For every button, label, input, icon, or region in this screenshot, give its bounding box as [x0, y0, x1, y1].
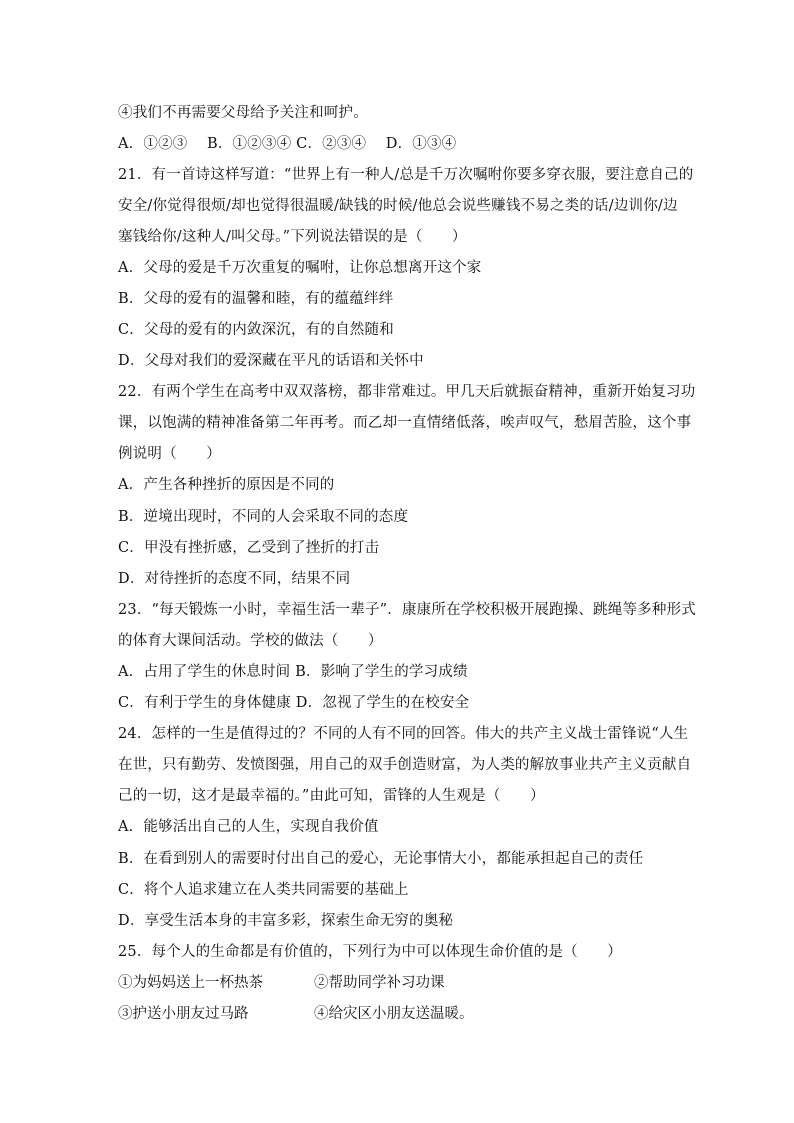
q23-choices-ab: A．占用了学生的休息时间 B．影响了学生的学习成绩: [118, 664, 468, 680]
q25-option-4: ④给灾区小朋友送温暖。: [314, 1006, 474, 1022]
q22-choice-a: A．产生各种挫折的原因是不同的: [118, 477, 335, 493]
q23-stem-line-1: 23．“每天锻炼一小时，幸福生活一辈子”．康康所在学校积极开展跑操、跳绳等多种形式: [118, 602, 696, 618]
q23-choices-cd: C．有利于学生的身体健康 D．忽视了学生的在校安全: [118, 695, 470, 711]
q21-choice-b: B．父母的爱有的温馨和睦，有的蕴蕴绊绊: [118, 291, 394, 307]
q24-choice-c: C．将个人追求建立在人类共同需要的基础上: [118, 882, 409, 898]
q25-option-3: ③护送小朋友过马路: [118, 1006, 249, 1022]
q24-stem-line-3: 己的一切，这才是最幸福的。”由此可知，雷锋的人生观是（ ）: [118, 788, 545, 804]
q24-choice-b: B．在看到别人的需要时付出自己的爱心，无论事情大小，都能承担起自己的责任: [118, 851, 644, 867]
q21-choice-d: D．父母对我们的爱深藏在平凡的话语和关怀中: [118, 353, 424, 369]
q21-choice-c: C．父母的爱有的内敛深沉，有的自然随和: [118, 322, 394, 338]
q21-stem-line-1: 21．有一首诗这样写道：“世界上有一种人/总是千万次嘱咐你要多穿衣服，要注意自己的: [118, 167, 694, 183]
q22-stem-line-3: 例说明（ ）: [118, 446, 221, 462]
q21-stem-line-2: 安全/你觉得很烦/却也觉得很温暖/缺钱的时候/他总会说些赚钱不易之类的话/边训你/边: [118, 198, 678, 214]
q22-choice-d: D．对待挫折的态度不同，结果不同: [118, 571, 351, 587]
q24-stem-line-1: 24．怎样的一生是值得过的？不同的人有不同的回答。伟大的共产主义战士雷锋说“人生: [118, 726, 689, 742]
q25-option-2: ②帮助同学补习功课: [314, 975, 445, 991]
q22-stem-line-1: 22．有两个学生在高考中双双落榜，都非常难过。甲几天后就振奋精神，重新开始复习功: [118, 384, 696, 400]
q24-choice-a: A．能够活出自己的人生，实现自我价值: [118, 819, 379, 835]
option-4-text: ④我们不再需要父母给予关注和呵护。: [118, 105, 368, 121]
q22-stem-line-2: 课，以饱满的精神准备第二年再考。而乙却一直情绪低落，唉声叹气，愁眉苦脸，这个事: [118, 415, 692, 431]
q24-stem-line-2: 在世，只有勤劳、发愤图强，用自己的双手创造财富，为人类的解放事业共产主义贡献自: [118, 757, 692, 773]
q25-stem: 25．每个人的生命都是有价值的，下列行为中可以体现生命价值的是（ ）: [118, 944, 622, 960]
q21-choice-a: A．父母的爱是千万次重复的嘱咐，让你总想离开这个家: [118, 260, 482, 276]
q24-choice-d: D．享受生活本身的丰富多彩，探索生命无穷的奥秘: [118, 913, 454, 929]
q22-choice-c: C．甲没有挫折感，乙受到了挫折的打击: [118, 540, 380, 556]
q21-stem-line-3: 塞钱给你/这种人/叫父母。”下列说法错误的是（ ）: [118, 229, 467, 245]
q23-stem-line-2: 的体育大课间活动。学校的做法（ ）: [118, 633, 383, 649]
q22-choice-b: B．逆境出现时，不同的人会采取不同的态度: [118, 509, 409, 525]
q25-option-1: ①为妈妈送上一杯热茶: [118, 975, 263, 991]
q20-choices: A．①②③ B．①②③④ C．②③④ D．①③④: [118, 136, 457, 152]
